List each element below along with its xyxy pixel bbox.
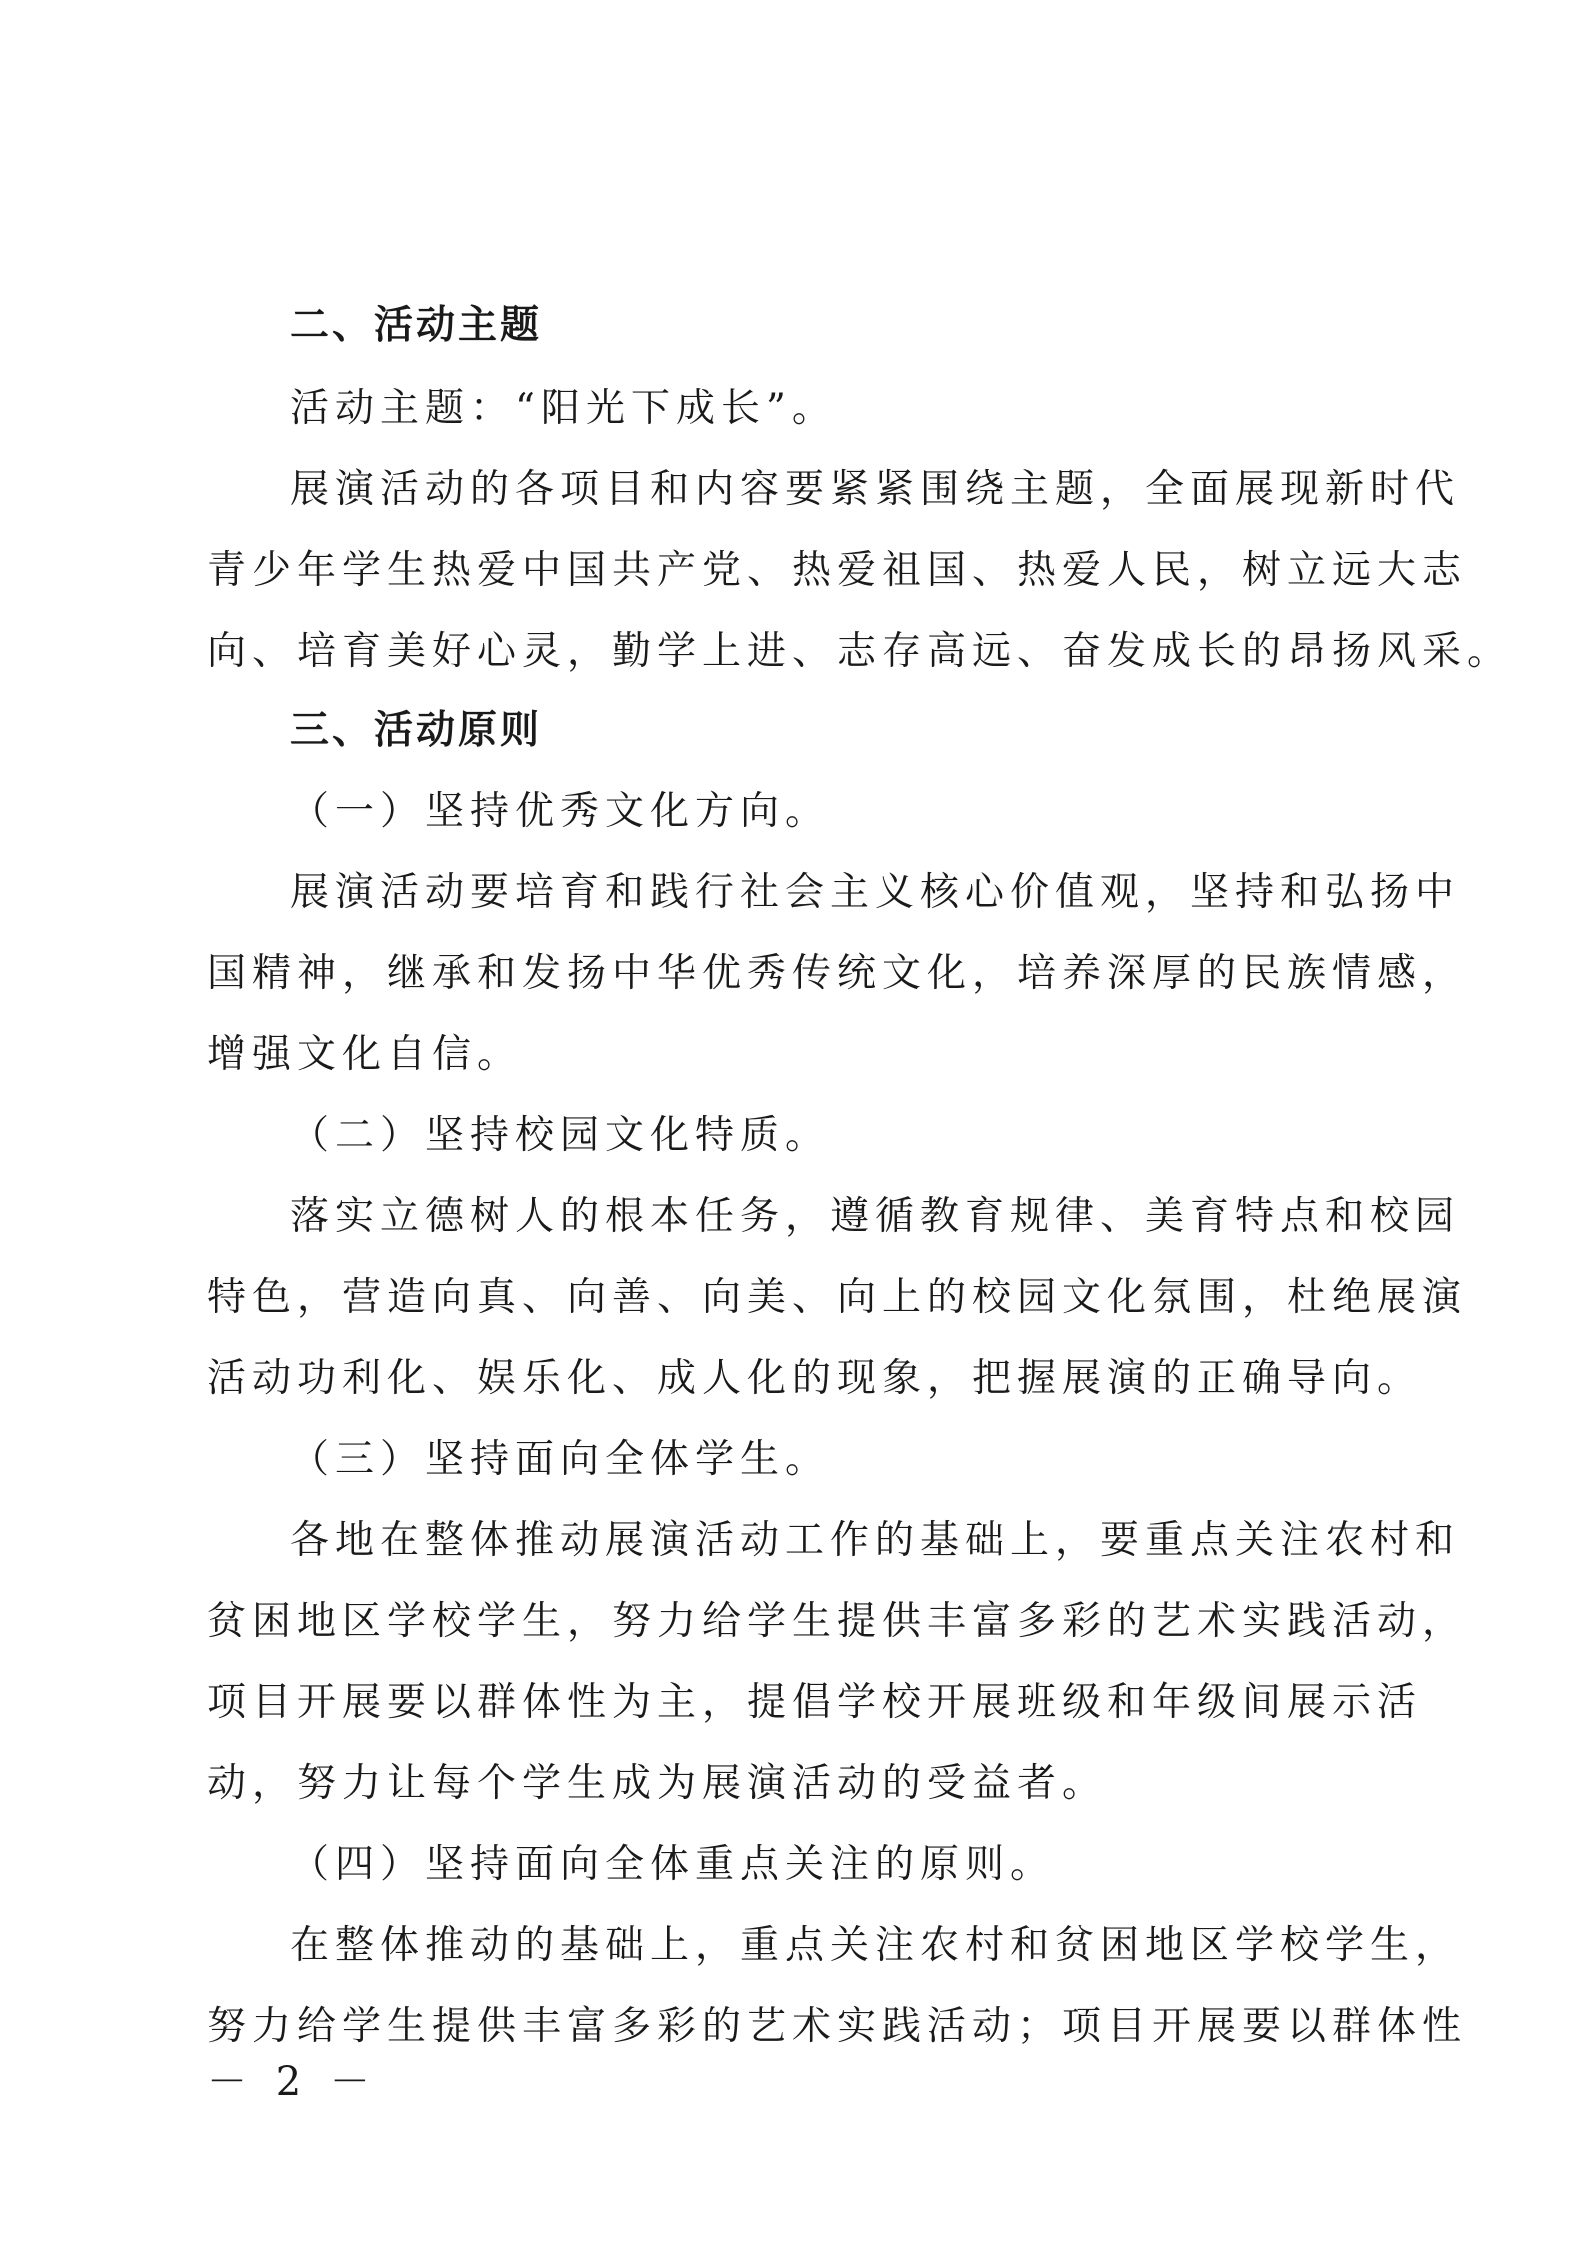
paragraph-line: 贫困地区学校学生，努力给学生提供丰富多彩的艺术实践活动， <box>207 1599 1468 1644</box>
paragraph-line: 展演活动的各项目和内容要紧紧围绕主题，全面展现新时代 <box>290 467 1461 512</box>
subheading-line: （四）坚持面向全体重点关注的原则。 <box>290 1842 1056 1887</box>
paragraph-line: 努力给学生提供丰富多彩的艺术实践活动；项目开展要以群体性 <box>207 2004 1468 2049</box>
paragraph-line: 动，努力让每个学生成为展演活动的受益者。 <box>207 1761 1108 1806</box>
paragraph-line: 活动功利化、娱乐化、成人化的现象，把握展演的正确导向。 <box>207 1356 1423 1401</box>
subheading-line: （一）坚持优秀文化方向。 <box>290 789 831 834</box>
paragraph-line: 特色，营造向真、向善、向美、向上的校园文化氛围，杜绝展演 <box>207 1275 1468 1320</box>
paragraph-line: 落实立德树人的根本任务，遵循教育规律、美育特点和校园 <box>290 1194 1461 1239</box>
paragraph-line: 展演活动要培育和践行社会主义核心价值观，坚持和弘扬中 <box>290 870 1461 915</box>
paragraph-line: 青少年学生热爱中国共产党、热爱祖国、热爱人民，树立远大志 <box>207 548 1468 593</box>
paragraph-line: 增强文化自信。 <box>207 1032 523 1077</box>
paragraph-line: 项目开展要以群体性为主，提倡学校开展班级和年级间展示活 <box>207 1680 1423 1725</box>
paragraph-line: 活动主题：“阳光下成长”。 <box>290 386 837 431</box>
section-heading-activity-principles: 三、活动原则 <box>290 708 543 753</box>
section-heading-activity-theme: 二、活动主题 <box>290 303 543 348</box>
paragraph-line: 在整体推动的基础上，重点关注农村和贫困地区学校学生， <box>290 1923 1461 1968</box>
paragraph-line: 各地在整体推动展演活动工作的基础上，要重点关注农村和 <box>290 1518 1461 1563</box>
paragraph-line: 向、培育美好心灵，勤学上进、志存高远、奋发成长的昂扬风采。 <box>207 629 1513 674</box>
subheading-line: （三）坚持面向全体学生。 <box>290 1437 831 1482</box>
subheading-line: （二）坚持校园文化特质。 <box>290 1113 831 1158</box>
page-number: － 2 － <box>207 2059 378 2105</box>
paragraph-line: 国精神，继承和发扬中华优秀传统文化，培养深厚的民族情感， <box>207 951 1468 996</box>
